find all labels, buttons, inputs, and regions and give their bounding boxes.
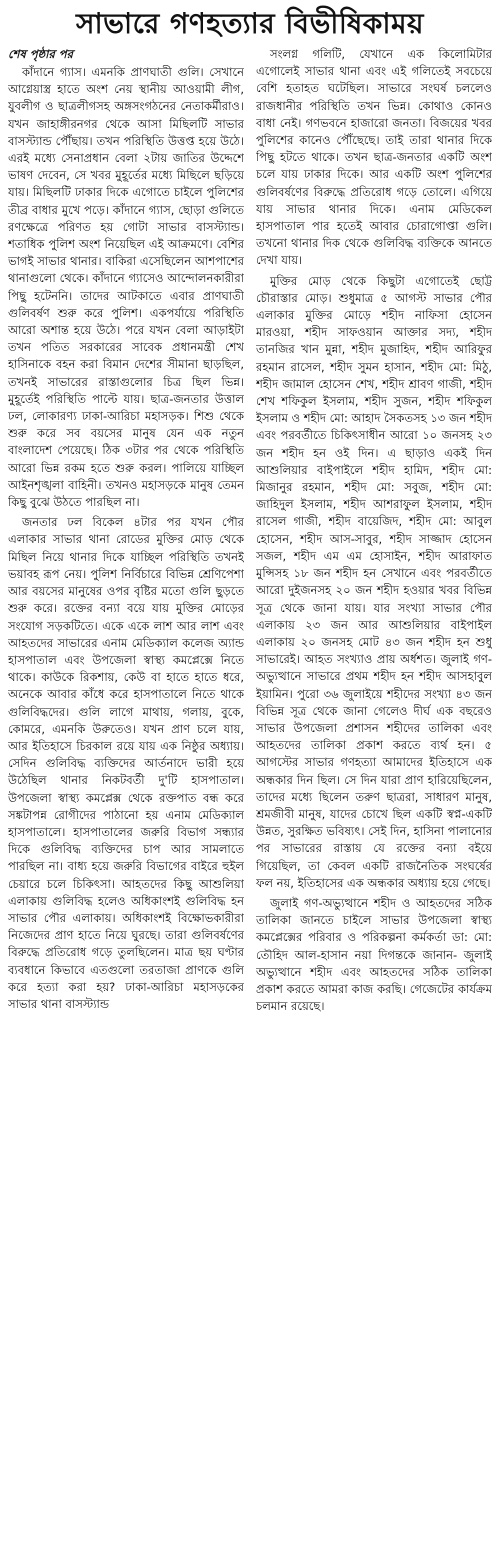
- headline: সাভারে গণহত্যার বিভীষিকাময়: [75, 7, 425, 40]
- column-left: [8, 46, 244, 1546]
- paragraph: জুলাই গণ-অভ্যুত্থানে শহীদ ও আহতদের সঠিক তালিকা জানতে চাইলে সাভার উপজেলা স্বাস্থ্য কমপ্লেক্সের পরিবার ও পরিকল্পনা কর্মকর্তা ডা: মো: তৌহিদ আল-হাসান নয়া দিগন্তকে জানান- জুলাই অভ্যুত্থানে শহীদ এবং আহতদের সঠিক তালিকা প্রকাশ করতে আমরা কাজ করছি। গেজেটের কার্যক্রম চলমান রয়েছে।: [256, 895, 492, 1014]
- article-columns: [8, 46, 492, 1546]
- paragraph: জনতার ঢল বিকেল ৪টার পর যখন পৌর এলাকার সাভার থানা রোডের মুক্তির মোড় থেকে মিছিল নিয়ে থানার দিকে যাচ্ছিল পরিস্থিতি তখনই ভয়াবহ রূপ নেয়। পুলিশ নির্বিচারে বিভিন্ন শ্রেণিপেশা আর বয়সের মানুষের ওপর বৃষ্টির মতো গুলি ছুড়তে শুরু করে। রক্তের বন্যা বয়ে যায় মুক্তির মোড়ের সংযোগ সড়কটিতে। একে একে লাশ আর লাশ এবং আহতদের সাভারের এনাম মেডিক্যাল কলেজ অ্যান্ড হাসপাতাল এবং উপজেলা স্বাস্থ্য কমপ্লেক্সে নিতে থাকে। কাউকে রিকশায়, কেউ বা হাতে হাতে ধরে, অনেকে আবার কাঁধে করে হাসপাতালে নিতে থাকে গুলিবিদ্ধদের। গুলি লাগে মাথায়, গলায়, বুকে, কোমরে, এমনকি উরুতেও। যখন প্রাণ চলে যায়, আর ইতিহাসে চিরকাল রয়ে যায় এক নিষ্ঠুর অধ্যায়। সেদিন গুলিবিদ্ধ ব্যক্তিদের আর্তনাদে ভারী হয়ে উঠেছিল থানার নিকটবর্তী দু'টি হাসপাতাল। উপজেলা স্বাস্থ্য কমপ্লেক্স থেকে রক্তপাত বন্ধ করে সঙ্কটাপন্ন রোগীদের পাঠানো হয় এনাম মেডিক্যাল হাসপাতালে। হাসপাতালের জরুরি বিভাগ সন্ধ্যার দিকে গুলিবিদ্ধ ব্যক্তিদের চাপ আর সামলাতে পারছিল না। বাধ্য হয়ে জরুরি বিভাগের বাইরে হুইল চেয়ারে চলে চিকিৎসা। আহতদের কিছু আশুলিয়া এলাকায় গুলিবিদ্ধ হলেও অধিকাংশই গুলিবিদ্ধ হন সাভার পৌর এলাকায়। অধিকাংশই বিক্ষোভকারীরা নিজেদের প্রাণ হাতে নিয়ে ঘুরছে। তারা গুলিবর্ষণের বিরুদ্ধে প্রতিরোধ গড়ে তুলছিলেন। মাত্র ছয় ঘণ্টার ব্যবধানে কিভাবে এতগুলো তরতাজা প্রাণকে গুলি করে হত্যা করা হয়? ঢাকা-আরিচা মহাসড়কের সাভার থানা বাসস্ট্যান্ড: [8, 515, 244, 1011]
- paragraph: সংলগ্ন গলিটি, যেখানে এক কিলোমিটার এগোলেই সাভার থানা এবং এই গলিতেই সবচেয়ে বেশি হতাহত ঘটেছিল। সাভারে সংঘর্ষ চললেও রাজধানীর পরিস্থিতি তখন ভিন্ন। কোথাও কোনও বাধা নেই। গণভবনে হাজারো জনতা। বিজয়ের খবর পুলিশের কানেও পৌঁছেছে। তাই তারা থানার দিকে পিছু হটতে থাকে। তখন ছাত্র-জনতার একটি অংশ চলে যায় ঢাকার দিকে। আর একটি অংশ পুলিশের গুলিবর্ষণের বিরুদ্ধে প্রতিরোধ গড়ে তোলে। এগিয়ে যায় সাভার থানার দিকে। এনাম মেডিকেল হাসপাতাল পার হতেই আবার চোরাগোপ্তা গুলি। তখনো থানার দিক থেকে গুলিবিদ্ধ ব্যক্তিকে আনতে দেখা যায়।: [256, 47, 492, 268]
- column-right: [256, 46, 492, 1546]
- paragraph: কাঁদানে গ্যাস। এমনকি প্রাণঘাতী গুলি। সেখানে আগ্নেয়াস্ত্র হাতে অংশ নেয় স্থানীয় আওয়ামী লীগ, যুবলীগ ও ছাত্রলীগসহ অঙ্গসংগঠনের নেতাকর্মীরাও। যখন জাহাঙ্গীরনগর থেকে আসা মিছিলটি সাভার বাসস্ট্যান্ড পৌঁছায়। তখন পরিস্থিতি উত্তপ্ত হয়ে উঠে। এরই মধ্যে সেনাপ্রধান বেলা ২টায় জাতির উদ্দেশে ভাষণ দেবেন, সে খবর মুহূর্তের মধ্যে মিছিলে ছড়িয়ে যায়। মিছিলটি ঢাকার দিকে এগোতে চাইলে পুলিশের তীব্র বাধার মুখে পড়ে। কাঁদানে গ্যাস, ছোড়া গুলিতে রণক্ষেত্রে পরিণত হয় গোটা সাভার বাসস্ট্যান্ড। শতাধিক পুলিশ অংশ নিয়েছিল এই আক্রমণে। বেশির ভাগই সাভার থানার। বাকিরা এসেছিলেন আশপাশের থানাগুলো থেকে। কাঁদানে গ্যাসেও আন্দোলনকারীরা পিছু হটেননি। তাদের আটকাতে এবার প্রাণঘাতী গুলিবর্ষণ শুরু করে পুলিশ। একপর্যায়ে পরিস্থিতি আরো অশান্ত হয়ে উঠে। পরে যখন বেলা আড়াইটা তখন পতিত সরকারের সাবেক প্রধানমন্ত্রী শেখ হাসিনাকে বহন করা বিমান দেশের সীমানা ছাড়ছিল, তখনই সাভারের রাস্তাগুলোর চিত্র ছিল ভিন্ন। মুহূর্তেই পরিস্থিতি পাল্টে যায়। ছাত্র-জনতার উত্তাল ঢল, লোকারণ্য ঢাকা-আরিচা মহাসড়ক। শিশু থেকে শুরু করে সব বয়সের মানুষ যেন এক নতুন বাংলাদেশ পেয়েছে। ঠিক ৩টার পর থেকে পরিস্থিতি আরো ভিন্ন রকম হতে শুরু করল। পালিয়ে যাচ্ছিল আইনশৃঙ্খলা বাহিনী। তখনও মহাসড়কে মানুষ তেমন কিছু বুঝে উঠতে পারছিল না।: [8, 65, 244, 510]
- continuation-kicker: শেষ পৃষ্ঠার পর: [8, 47, 73, 61]
- paragraph: মুক্তির মোড় থেকে কিছুটা এগোতেই ছোট্ট চৌরাস্তার মোড়। শুধুমাত্র ৫ আগস্ট সাভার পৌর এলাকার মুক্তির মোড়ে শহীদ নাফিসা হোসেন মারওয়া, শহীদ সাফওয়ান আক্তার সদ্য, শহীদ তানজির খান মুন্না, শহীদ মুজাহিদ, শহীদ আরিফুর রহমান রাসেল, শহীদ সুমন হাসান, শহীদ মো: মিঠু, শহীদ জামাল হোসেন শেখ, শহীদ শ্রাবণ গাজী, শহীদ শেখ শফিকুল ইসলাম, শহীদ সুজন, শহীদ শফিকুল ইসলাম ও শহীদ মো: আহাদ সৈকতসহ ১৩ জন শহীদ এবং পরবর্তীতে চিকিৎসাধীন আরো ১০ জনসহ ২৩ জন শহীদ হন ওই দিন। এ ছাড়াও একই দিন আশুলিয়ার বাইপাইলে শহীদ হামিদ, শহীদ মো: মিজানুর রহমান, শহীদ মো: সবুজ, শহীদ মো: জাহিদুল ইসলাম, শহীদ আশরাফুল ইসলাম, শহীদ রাসেল গাজী, শহীদ বায়েজিদ, শহীদ মো: আবুল হোসেন, শহীদ আস-সাবুর, শহীদ সাজ্জাদ হোসেন সজল, শহীদ এম এম হোসাইন, শহীদ আরাফাত মুন্সিসহ ১৮ জন শহীদ হন সেখানে এবং পরবর্তীতে আরো দুইজনসহ ২০ জন শহীদ হওয়ার খবর বিভিন্ন সূত্র থেকে জানা যায়। যার সংখ্যা সাভার পৌর এলাকায় ২৩ জন আর আশুলিয়ার বাইপাইল এলাকায় ২০ জনসহ মোট ৪৩ জন শহীদ হন শুধু সাভারেই। আহত সংখ্যাও প্রায় অর্ধশত। জুলাই গণ-অভ্যুত্থানে সাভারে প্রথম শহীদ হন শহীদ আসহাবুল ইয়ামিন। পুরো ৩৬ জুলাইয়ে শহীদের সংখ্যা ৪৩ জন বিভিন্ন সূত্র থেকে জানা গেলেও দীর্ঘ এক বছরেও সাভার উপজেলা প্রশাসন শহীদের তালিকা এবং আহতদের তালিকা প্রকাশ করতে ব্যর্থ হন। ৫ আগস্টের সাভার গণহত্যা আমাদের ইতিহাসে এক অন্ধকার দিন ছিল। সে দিন যারা প্রাণ হারিয়েছিলেন, তাদের মধ্যে ছিলেন তরুণ ছাত্ররা, সাধারণ মানুষ, শ্রমজীবী মানুষ, যাদের চোখে ছিল একটি স্বপ্ন-একটি উন্নত, সুরক্ষিত ভবিষ্যৎ। সেই দিন, হাসিনা পালানোর পর সাভারের রাস্তায় যে রক্তের বন্যা বইয়ে গিয়েছিল, তা কেবল একটি রাজনৈতিক সংঘর্ষের ফল নয়, ইতিহাসের এক অন্ধকার অধ্যায় হয়ে গেছে।: [256, 273, 492, 890]
